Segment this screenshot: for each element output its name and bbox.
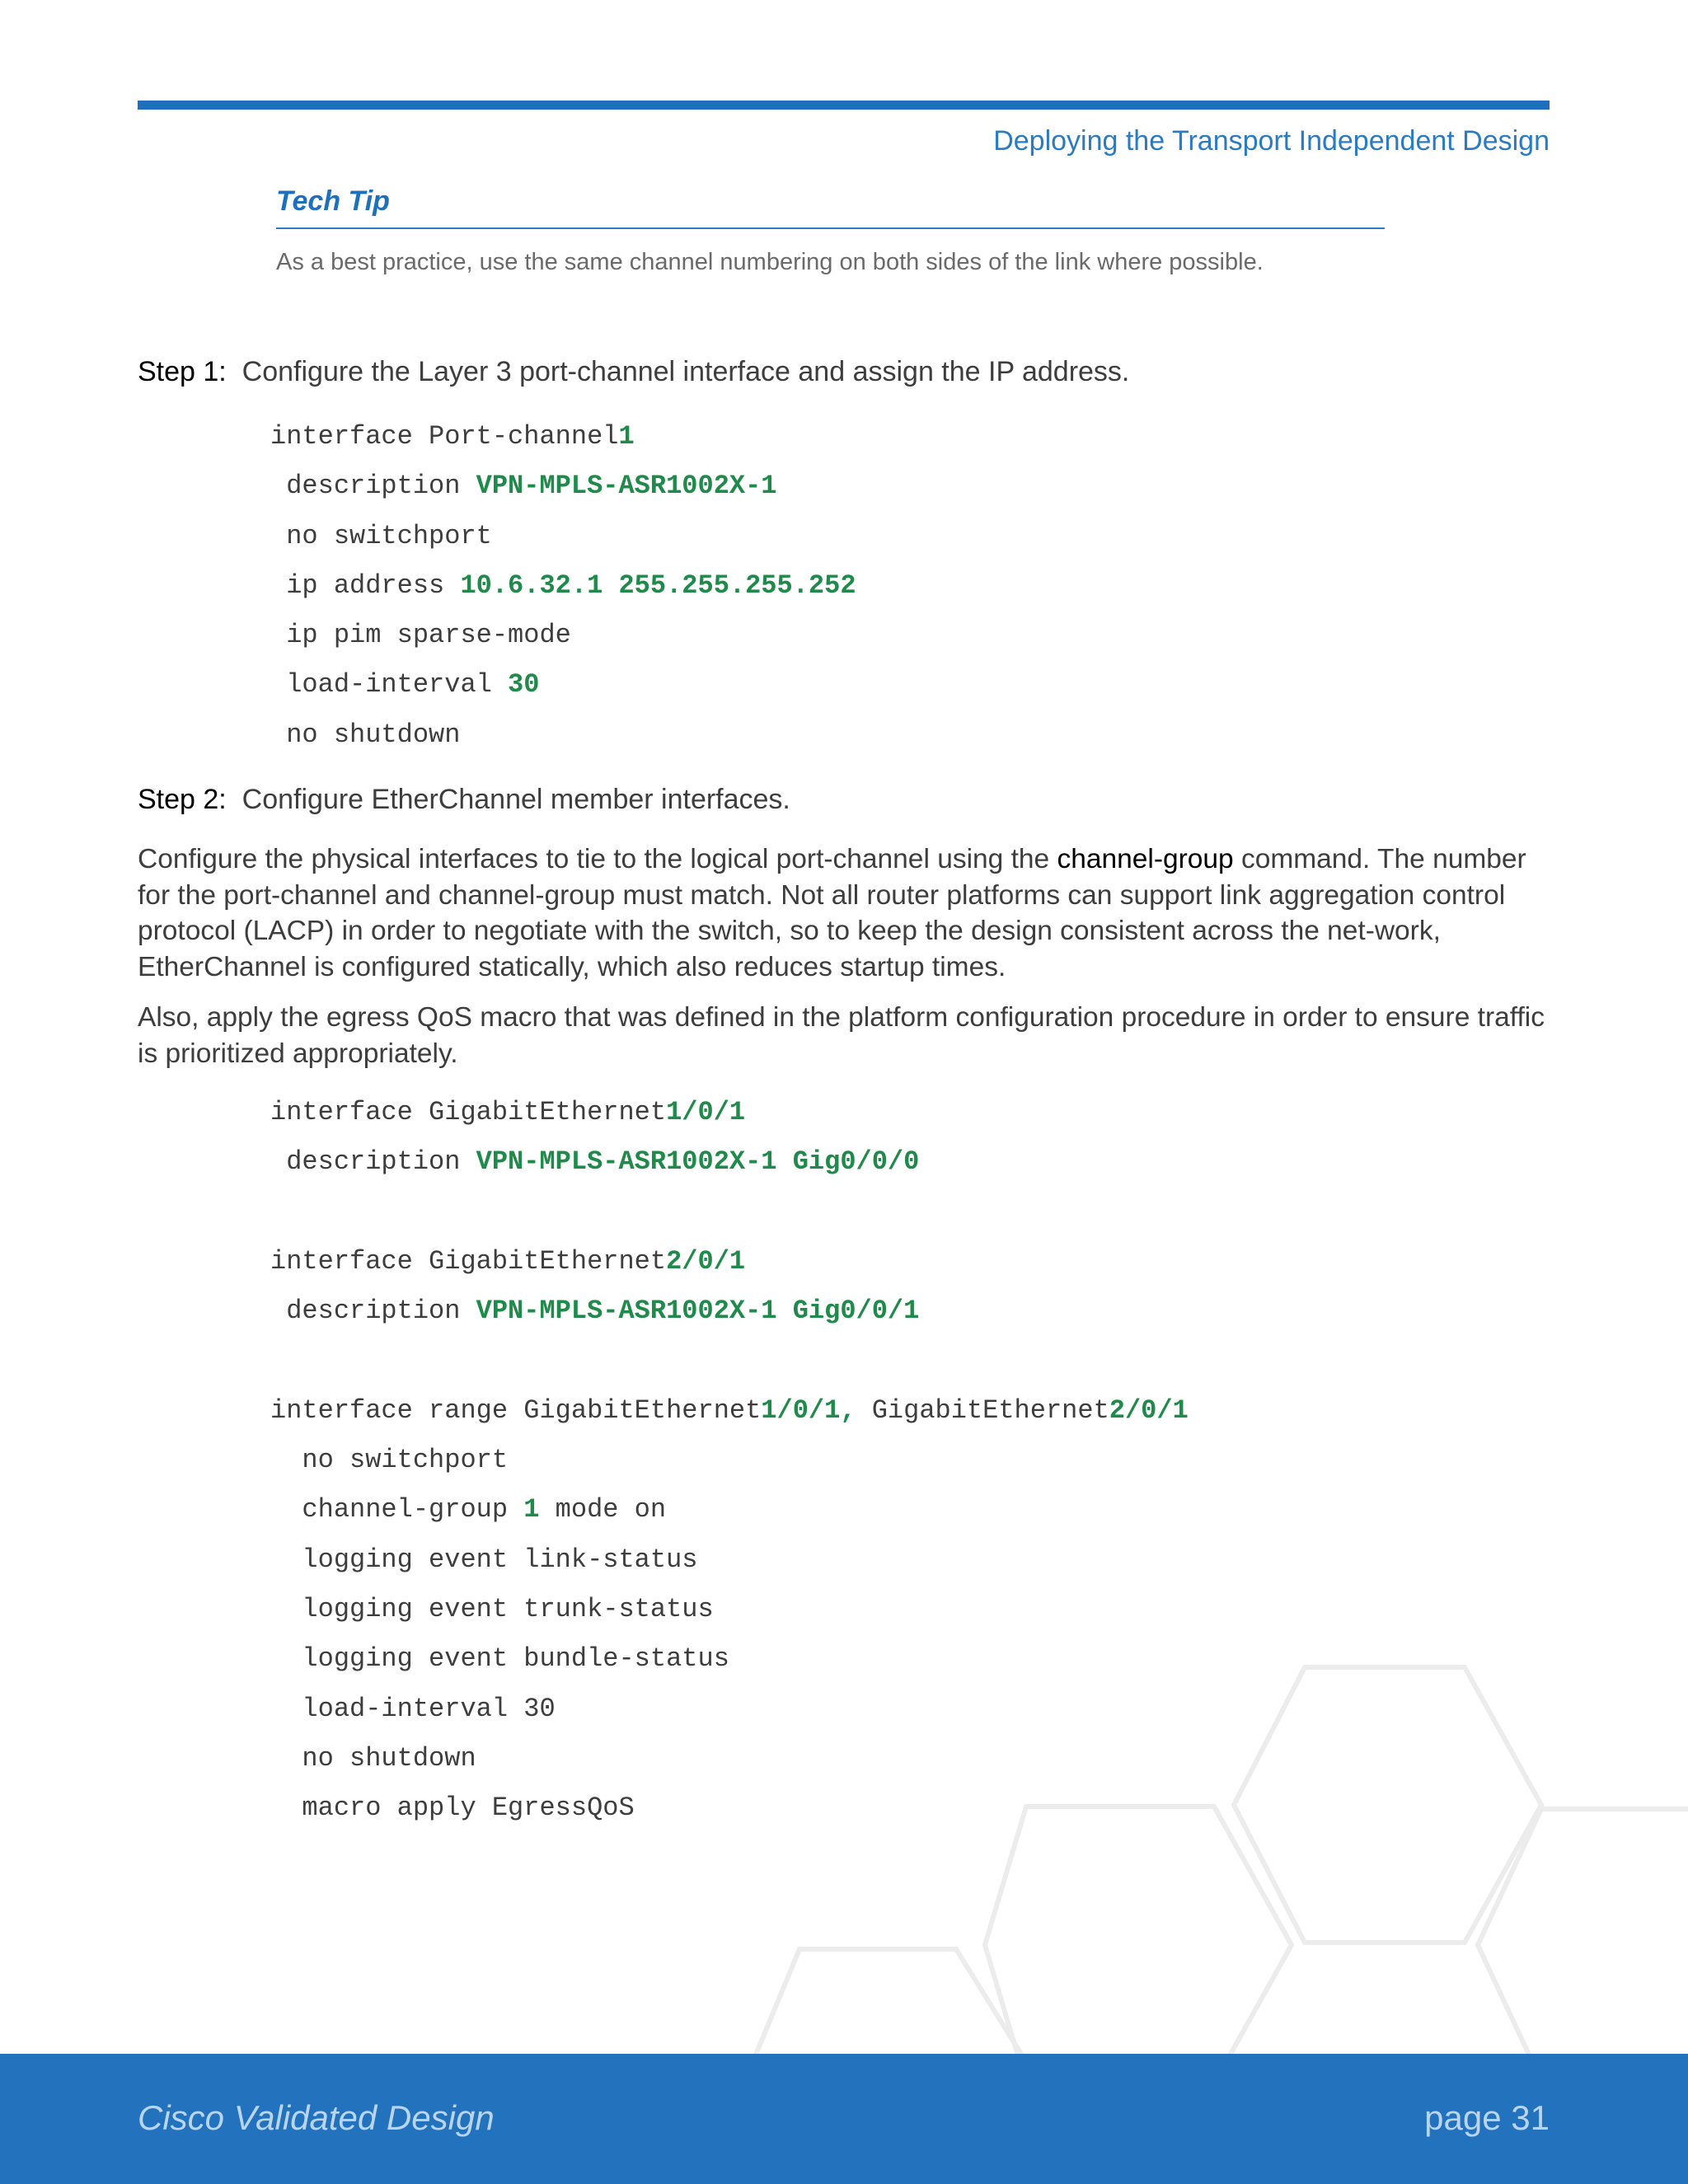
code-line	[270, 462, 856, 511]
code-line	[270, 1783, 1189, 1833]
code-value: VPN-MPLS-ASR1002X-1 Gig0/0/0	[476, 1146, 920, 1178]
code-text: macro apply EgressQoS	[270, 1793, 635, 1824]
code-line	[270, 1386, 1189, 1436]
step-2	[138, 784, 790, 816]
code-text: mode on	[539, 1494, 667, 1526]
code-line	[270, 1237, 1189, 1286]
code-text: description	[270, 471, 476, 502]
code-text: no shutdown	[270, 1742, 476, 1774]
step-2-text: Configure EtherChannel member interfaces.	[241, 784, 790, 815]
step-1	[138, 356, 1129, 388]
code-line	[270, 611, 856, 660]
code-text: GigabitEthernet	[856, 1394, 1109, 1426]
code-text: description	[270, 1296, 476, 1327]
code-text: interface Port-channel	[270, 421, 619, 452]
code-text: load-interval 30	[270, 1693, 556, 1724]
code-line	[270, 1137, 1189, 1187]
code-value: 2/0/1	[666, 1245, 746, 1277]
code-line	[270, 1436, 1189, 1485]
code-value: VPN-MPLS-ASR1002X-1 Gig0/0/1	[476, 1296, 920, 1327]
code-value: 1/0/1,	[761, 1394, 856, 1426]
code-line	[270, 1585, 1189, 1634]
code-value: VPN-MPLS-ASR1002X-1	[476, 471, 777, 502]
paragraph-egress-qos: Also, apply the egress QoS macro that was defined in the platform configuration procedure in order to ensure traffic is prioritized appropriately.	[138, 1002, 1545, 1069]
code-line	[270, 1336, 1189, 1385]
code-text: interface GigabitEthernet	[270, 1245, 667, 1277]
tech-tip-title: Tech Tip	[276, 185, 1385, 229]
code-text: no switchport	[270, 1445, 509, 1476]
code-text: interface GigabitEthernet	[270, 1097, 667, 1127]
code-line	[270, 1734, 1189, 1783]
paragraph-channel-group	[138, 841, 1555, 985]
code-line	[270, 561, 856, 611]
footer-title: Cisco Validated Design	[138, 2098, 495, 2137]
code-text: description	[270, 1146, 476, 1178]
code-text: ip pim sparse-mode	[270, 620, 571, 651]
code-line	[270, 1286, 1189, 1336]
code-value: 2/0/1	[1109, 1394, 1189, 1426]
paragraph-text-cont: command. The number for the port-channel and channel-group must match. Not all router platforms can support link aggregation control protocol (LACP) in order to negotiate with the switch, so to keep the design consistent across the net-work, EtherChannel is configured statically, which also reduces startup times.	[138, 844, 1526, 982]
code-value: 1	[523, 1494, 540, 1526]
code-line	[270, 1188, 1189, 1237]
page-number: page 31	[1424, 2098, 1550, 2137]
code-text: logging event link-status	[270, 1544, 698, 1575]
code-value: 1/0/1	[666, 1097, 746, 1127]
tech-tip-text: As a best practice, use the same channel numbering on both sides of the link where possible.	[276, 249, 1264, 275]
code-value: 1	[618, 421, 635, 452]
code-line	[270, 660, 856, 710]
code-text: no shutdown	[270, 719, 461, 750]
code-line	[270, 1485, 1189, 1535]
tech-tip	[276, 185, 1385, 276]
channel-group-command: channel-group	[1057, 844, 1234, 874]
code-line	[270, 1088, 1189, 1137]
code-line	[270, 512, 856, 561]
code-text: no switchport	[270, 520, 492, 551]
step-1-text: Configure the Layer 3 port-channel interface and assign the IP address.	[241, 356, 1130, 387]
code-text: channel-group	[270, 1494, 524, 1526]
code-text: logging event trunk-status	[270, 1593, 714, 1624]
code-line	[270, 1535, 1189, 1585]
step-1-label: Step 1:	[138, 356, 227, 387]
code-block-member-interfaces	[270, 1088, 1189, 1833]
header-rule	[138, 101, 1550, 110]
code-line	[270, 710, 856, 760]
code-text: load-interval	[270, 669, 509, 701]
code-value: 10.6.32.1 255.255.255.252	[460, 569, 856, 601]
step-2-label: Step 2:	[138, 784, 227, 815]
section-title: Deploying the Transport Independent Design	[993, 125, 1550, 157]
paragraph-text: Configure the physical interfaces to tie to the logical port-channel using the	[138, 844, 1057, 874]
code-text: logging event bundle-status	[270, 1643, 729, 1675]
code-block-port-channel	[270, 412, 856, 760]
code-text: interface range GigabitEthernet	[270, 1394, 762, 1426]
code-line	[270, 412, 856, 462]
code-line	[270, 1634, 1189, 1684]
code-line	[270, 1685, 1189, 1734]
code-value: 30	[508, 669, 540, 701]
code-text: ip address	[270, 569, 461, 601]
